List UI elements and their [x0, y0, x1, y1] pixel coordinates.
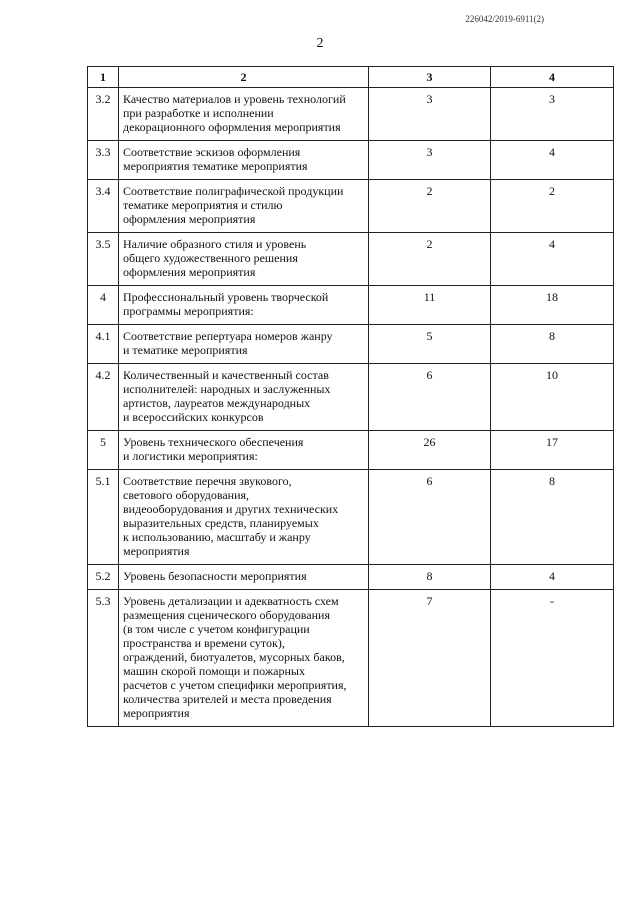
score-column-4: 17 — [491, 431, 614, 470]
row-number: 3.2 — [88, 88, 119, 141]
score-column-3: 3 — [369, 88, 491, 141]
criterion-name-line: Уровень детализации и адекватность схем — [123, 594, 339, 608]
criterion-name-line: оформления мероприятия — [123, 212, 256, 226]
criterion-name-line: Уровень технического обеспечения — [123, 435, 304, 449]
criterion-name-line: исполнителей: народных и заслуженных — [123, 382, 331, 396]
score-column-4: 18 — [491, 286, 614, 325]
row-number: 4.1 — [88, 325, 119, 364]
table-body — [88, 88, 614, 727]
score-column-4: 4 — [491, 233, 614, 286]
row-number: 4.2 — [88, 364, 119, 431]
criterion-name-line: размещения сценического оборудования — [123, 608, 330, 622]
column-header: 1 — [88, 67, 119, 88]
criterion-name-line: Качество материалов и уровень технологий — [123, 92, 346, 106]
score-column-3: 8 — [369, 565, 491, 590]
criterion-name-line: мероприятия — [123, 706, 190, 720]
row-number: 3.5 — [88, 233, 119, 286]
criterion-name-line: пространства и времени суток), — [123, 636, 285, 650]
criterion-name-line: к использованию, масштабу и жанру — [123, 530, 311, 544]
row-number: 5.1 — [88, 470, 119, 565]
table-row — [88, 88, 614, 141]
score-column-3: 11 — [369, 286, 491, 325]
column-header: 4 — [491, 67, 614, 88]
criterion-name — [119, 565, 369, 590]
criterion-name-line: и логистики мероприятия: — [123, 449, 258, 463]
criterion-name-line: ограждений, биотуалетов, мусорных баков, — [123, 650, 345, 664]
document-id: 226042/2019-6911(2) — [465, 14, 544, 24]
criteria-table — [87, 66, 614, 727]
table-row — [88, 286, 614, 325]
score-column-4: 3 — [491, 88, 614, 141]
criterion-name-line: мероприятия — [123, 544, 190, 558]
score-column-4: - — [491, 590, 614, 727]
column-header: 3 — [369, 67, 491, 88]
score-column-3: 5 — [369, 325, 491, 364]
table-row — [88, 141, 614, 180]
criterion-name-line: Соответствие репертуара номеров жанру — [123, 329, 333, 343]
criterion-name — [119, 470, 369, 565]
table-row — [88, 325, 614, 364]
score-column-3: 2 — [369, 233, 491, 286]
table-row — [88, 364, 614, 431]
criterion-name-line: Соответствие полиграфической продукции — [123, 184, 344, 198]
criterion-name-line: Соответствие эскизов оформления — [123, 145, 301, 159]
table-row — [88, 431, 614, 470]
criterion-name-line: общего художественного решения — [123, 251, 298, 265]
table-row — [88, 565, 614, 590]
criterion-name — [119, 233, 369, 286]
criterion-name — [119, 286, 369, 325]
table-row — [88, 233, 614, 286]
score-column-3: 2 — [369, 180, 491, 233]
score-column-3: 7 — [369, 590, 491, 727]
criterion-name-line: (в том числе с учетом конфигурации — [123, 622, 310, 636]
score-column-3: 3 — [369, 141, 491, 180]
score-column-4: 8 — [491, 325, 614, 364]
criterion-name-line: Профессиональный уровень творческой — [123, 290, 329, 304]
criterion-name-line: программы мероприятия: — [123, 304, 254, 318]
row-number: 3.4 — [88, 180, 119, 233]
criterion-name-line: количества зрителей и места проведения — [123, 692, 332, 706]
row-number: 5 — [88, 431, 119, 470]
criterion-name-line: и всероссийских конкурсов — [123, 410, 264, 424]
criterion-name — [119, 431, 369, 470]
criterion-name-line: машин скорой помощи и пожарных — [123, 664, 305, 678]
row-number: 5.3 — [88, 590, 119, 727]
criterion-name — [119, 364, 369, 431]
table-row — [88, 180, 614, 233]
column-header: 2 — [119, 67, 369, 88]
row-number: 5.2 — [88, 565, 119, 590]
criterion-name — [119, 141, 369, 180]
criterion-name — [119, 88, 369, 141]
score-column-4: 4 — [491, 141, 614, 180]
criterion-name — [119, 180, 369, 233]
score-column-4: 8 — [491, 470, 614, 565]
criterion-name-line: Наличие образного стиля и уровень — [123, 237, 307, 251]
score-column-3: 26 — [369, 431, 491, 470]
criterion-name-line: видеооборудования и других технических — [123, 502, 339, 516]
score-column-4: 4 — [491, 565, 614, 590]
score-column-3: 6 — [369, 364, 491, 431]
criterion-name-line: тематике мероприятия и стилю — [123, 198, 283, 212]
score-column-4: 10 — [491, 364, 614, 431]
criterion-name-line: светового оборудования, — [123, 488, 250, 502]
criterion-name-line: оформления мероприятия — [123, 265, 256, 279]
criterion-name-line: выразительных средств, планируемых — [123, 516, 319, 530]
criterion-name-line: Количественный и качественный состав — [123, 368, 329, 382]
page-number: 2 — [316, 36, 324, 51]
table-header-row — [88, 67, 614, 88]
row-number: 4 — [88, 286, 119, 325]
score-column-3: 6 — [369, 470, 491, 565]
criterion-name-line: Соответствие перечня звукового, — [123, 474, 292, 488]
row-number: 3.3 — [88, 141, 119, 180]
table-row — [88, 470, 614, 565]
criterion-name-line: расчетов с учетом специфики мероприятия, — [123, 678, 347, 692]
criterion-name — [119, 590, 369, 727]
criterion-name-line: мероприятия тематике мероприятия — [123, 159, 308, 173]
criterion-name-line: декорационного оформления мероприятия — [123, 120, 341, 134]
criterion-name — [119, 325, 369, 364]
criterion-name-line: Уровень безопасности мероприятия — [123, 569, 307, 583]
criterion-name-line: при разработке и исполнении — [123, 106, 274, 120]
criterion-name-line: и тематике мероприятия — [123, 343, 248, 357]
table-row — [88, 590, 614, 727]
criterion-name-line: артистов, лауреатов международных — [123, 396, 311, 410]
score-column-4: 2 — [491, 180, 614, 233]
